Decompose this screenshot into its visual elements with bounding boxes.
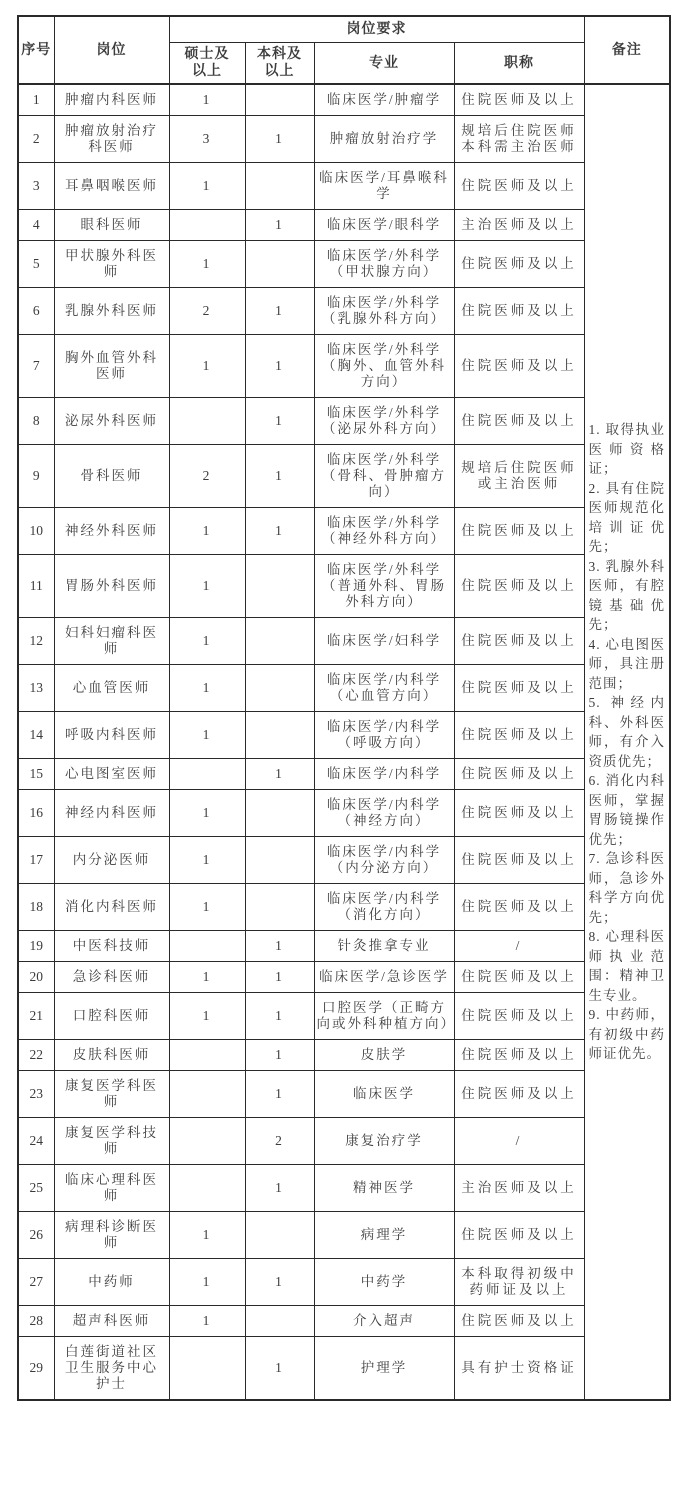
remarks-item: 5. 神经内科、外科医师，有介入资质优先；: [588, 695, 665, 769]
cell-seq: 5: [18, 241, 54, 288]
remarks-item: 4. 心电图医师，具注册范围；: [588, 636, 665, 691]
cell-title: /: [454, 1118, 584, 1165]
cell-seq: 20: [18, 962, 54, 993]
cell-title: 主治医师及以上: [454, 210, 584, 241]
cell-bachelor: 1: [245, 1337, 314, 1401]
table-row: [18, 1306, 670, 1337]
cell-title: 住院医师及以上: [454, 884, 584, 931]
cell-major: 临床医学/内科学（呼吸方向）: [314, 712, 454, 759]
cell-major: 精神医学: [314, 1165, 454, 1212]
remarks-item: 3. 乳腺外科医师，有腔镜基础优先；: [588, 558, 665, 633]
cell-bachelor: [245, 555, 314, 618]
cell-major: 临床医学/外科学（神经外科方向）: [314, 508, 454, 555]
table-row: [18, 1259, 670, 1306]
table-row: [18, 163, 670, 210]
col-header-bachelor: 本科及以上: [245, 43, 314, 85]
table-row: [18, 288, 670, 335]
cell-seq: 9: [18, 445, 54, 508]
cell-master: 1: [169, 1212, 245, 1259]
cell-major: 临床医学/内科学（神经方向）: [314, 790, 454, 837]
cell-seq: 3: [18, 163, 54, 210]
remarks-item: 9. 中药师，有初级中药师证优先。: [588, 1007, 665, 1062]
recruitment-table: [17, 15, 671, 1401]
cell-major: 针灸推拿专业: [314, 931, 454, 962]
cell-master: 1: [169, 1259, 245, 1306]
table-row: [18, 1212, 670, 1259]
cell-seq: 21: [18, 993, 54, 1040]
table-row: [18, 84, 670, 116]
cell-seq: 15: [18, 759, 54, 790]
cell-master: 2: [169, 288, 245, 335]
cell-bachelor: [245, 884, 314, 931]
cell-bachelor: 1: [245, 445, 314, 508]
cell-seq: 10: [18, 508, 54, 555]
cell-bachelor: 1: [245, 116, 314, 163]
cell-major: 临床医学/妇科学: [314, 618, 454, 665]
cell-seq: 2: [18, 116, 54, 163]
cell-major: 临床医学/外科学（甲状腺方向）: [314, 241, 454, 288]
cell-master: [169, 931, 245, 962]
cell-major: 肿瘤放射治疗学: [314, 116, 454, 163]
cell-master: 1: [169, 993, 245, 1040]
cell-master: [169, 1337, 245, 1401]
cell-title: 住院医师及以上: [454, 241, 584, 288]
cell-major: 临床医学: [314, 1071, 454, 1118]
cell-major: 中药学: [314, 1259, 454, 1306]
table-row: [18, 1337, 670, 1401]
table-row: [18, 1118, 670, 1165]
cell-seq: 4: [18, 210, 54, 241]
cell-major: 临床医学/内科学（消化方向）: [314, 884, 454, 931]
cell-major: 护理学: [314, 1337, 454, 1401]
cell-title: 住院医师及以上: [454, 618, 584, 665]
cell-position: 内分泌医师: [54, 837, 169, 884]
cell-position: 眼科医师: [54, 210, 169, 241]
cell-title: 规培后住院医师本科需主治医师: [454, 116, 584, 163]
cell-master: [169, 1118, 245, 1165]
cell-bachelor: 1: [245, 508, 314, 555]
cell-position: 耳鼻咽喉医师: [54, 163, 169, 210]
cell-bachelor: 1: [245, 210, 314, 241]
table-row: [18, 993, 670, 1040]
cell-seq: 28: [18, 1306, 54, 1337]
table-row: [18, 962, 670, 993]
table-row: [18, 335, 670, 398]
cell-bachelor: [245, 665, 314, 712]
cell-major: 临床医学/内科学（内分泌方向）: [314, 837, 454, 884]
cell-seq: 14: [18, 712, 54, 759]
cell-position: 皮肤科医师: [54, 1040, 169, 1071]
cell-major: 临床医学/外科学（普通外科、胃肠外科方向）: [314, 555, 454, 618]
table-row: [18, 241, 670, 288]
cell-major: 皮肤学: [314, 1040, 454, 1071]
cell-title: 住院医师及以上: [454, 84, 584, 116]
cell-seq: 11: [18, 555, 54, 618]
table-row: [18, 790, 670, 837]
cell-seq: 1: [18, 84, 54, 116]
remarks-item: 1. 取得执业医师资格证；: [588, 422, 665, 477]
cell-title: 住院医师及以上: [454, 163, 584, 210]
cell-master: [169, 210, 245, 241]
cell-position: 康复医学科医师: [54, 1071, 169, 1118]
cell-title: 住院医师及以上: [454, 288, 584, 335]
cell-seq: 18: [18, 884, 54, 931]
cell-major: 临床医学/眼科学: [314, 210, 454, 241]
cell-bachelor: 1: [245, 1165, 314, 1212]
header-row-top: [18, 16, 670, 43]
cell-seq: 8: [18, 398, 54, 445]
table-row: [18, 398, 670, 445]
cell-major: 临床医学/外科学（乳腺外科方向）: [314, 288, 454, 335]
cell-bachelor: [245, 837, 314, 884]
cell-title: 住院医师及以上: [454, 712, 584, 759]
cell-major: 临床医学/内科学: [314, 759, 454, 790]
cell-bachelor: 1: [245, 962, 314, 993]
cell-master: 1: [169, 335, 245, 398]
cell-position: 呼吸内科医师: [54, 712, 169, 759]
table-row: [18, 555, 670, 618]
cell-major: 介入超声: [314, 1306, 454, 1337]
table-row: [18, 508, 670, 555]
table-row: [18, 665, 670, 712]
cell-position: 肿瘤放射治疗科医师: [54, 116, 169, 163]
table-row: [18, 931, 670, 962]
table-header: [18, 16, 670, 84]
table-row: [18, 210, 670, 241]
cell-bachelor: 1: [245, 398, 314, 445]
cell-seq: 26: [18, 1212, 54, 1259]
cell-master: 1: [169, 163, 245, 210]
cell-major: 临床医学/外科学（骨科、骨肿瘤方向）: [314, 445, 454, 508]
cell-position: 超声科医师: [54, 1306, 169, 1337]
cell-bachelor: 1: [245, 759, 314, 790]
cell-bachelor: 1: [245, 1071, 314, 1118]
table-row: [18, 884, 670, 931]
cell-position: 胸外血管外科医师: [54, 335, 169, 398]
cell-title: 规培后住院医师或主治医师: [454, 445, 584, 508]
cell-seq: 27: [18, 1259, 54, 1306]
cell-seq: 6: [18, 288, 54, 335]
cell-title: 住院医师及以上: [454, 790, 584, 837]
remarks-cell: [584, 84, 670, 1400]
remarks-item: 7. 急诊科医师，急诊外科学方向优先；: [588, 851, 665, 925]
cell-bachelor: 1: [245, 931, 314, 962]
cell-seq: 22: [18, 1040, 54, 1071]
cell-master: 1: [169, 790, 245, 837]
cell-title: 住院医师及以上: [454, 837, 584, 884]
cell-position: 妇科妇瘤科医师: [54, 618, 169, 665]
cell-title: 住院医师及以上: [454, 1040, 584, 1071]
cell-title: 主治医师及以上: [454, 1165, 584, 1212]
cell-title: 住院医师及以上: [454, 665, 584, 712]
cell-major: 临床医学/内科学（心血管方向）: [314, 665, 454, 712]
cell-title: 住院医师及以上: [454, 759, 584, 790]
cell-major: 临床医学/外科学（泌尿外科方向）: [314, 398, 454, 445]
cell-position: 神经内科医师: [54, 790, 169, 837]
cell-title: 住院医师及以上: [454, 993, 584, 1040]
cell-master: 1: [169, 618, 245, 665]
remarks-item: 6. 消化内科医师，掌握胃肠镜操作优先；: [588, 773, 665, 847]
cell-title: 住院医师及以上: [454, 555, 584, 618]
remarks-item: 8. 心理科医师执业范围：精神卫生专业。: [588, 929, 665, 1003]
cell-position: 心电图室医师: [54, 759, 169, 790]
cell-master: [169, 1071, 245, 1118]
cell-title: 住院医师及以上: [454, 1212, 584, 1259]
col-header-remarks: 备注: [584, 16, 670, 84]
cell-bachelor: [245, 1212, 314, 1259]
cell-position: 甲状腺外科医师: [54, 241, 169, 288]
table-row: [18, 1071, 670, 1118]
col-header-seq: 序号: [18, 16, 54, 84]
cell-major: 临床医学/外科学（胸外、血管外科方向）: [314, 335, 454, 398]
cell-bachelor: [245, 1306, 314, 1337]
cell-position: 神经外科医师: [54, 508, 169, 555]
cell-master: [169, 1040, 245, 1071]
cell-bachelor: 1: [245, 1040, 314, 1071]
col-header-major: 专业: [314, 43, 454, 85]
cell-position: 骨科医师: [54, 445, 169, 508]
cell-major: 临床医学/肿瘤学: [314, 84, 454, 116]
cell-master: 1: [169, 508, 245, 555]
cell-master: 1: [169, 1306, 245, 1337]
cell-title: 住院医师及以上: [454, 398, 584, 445]
cell-master: 2: [169, 445, 245, 508]
cell-major: 临床医学/耳鼻喉科学: [314, 163, 454, 210]
cell-bachelor: [245, 618, 314, 665]
cell-bachelor: [245, 84, 314, 116]
col-header-position: 岗位: [54, 16, 169, 84]
cell-master: 1: [169, 241, 245, 288]
cell-major: 病理学: [314, 1212, 454, 1259]
cell-title: /: [454, 931, 584, 962]
table-row: [18, 1040, 670, 1071]
cell-seq: 23: [18, 1071, 54, 1118]
cell-master: 1: [169, 84, 245, 116]
cell-master: 1: [169, 962, 245, 993]
table-row: [18, 1165, 670, 1212]
cell-master: [169, 759, 245, 790]
cell-position: 中药师: [54, 1259, 169, 1306]
cell-title: 本科取得初级中药师证及以上: [454, 1259, 584, 1306]
cell-master: 1: [169, 665, 245, 712]
cell-seq: 24: [18, 1118, 54, 1165]
cell-position: 白莲街道社区卫生服务中心护士: [54, 1337, 169, 1401]
cell-bachelor: 1: [245, 993, 314, 1040]
cell-master: 1: [169, 837, 245, 884]
cell-master: [169, 398, 245, 445]
cell-bachelor: 1: [245, 1259, 314, 1306]
cell-seq: 16: [18, 790, 54, 837]
cell-seq: 12: [18, 618, 54, 665]
cell-position: 肿瘤内科医师: [54, 84, 169, 116]
cell-seq: 29: [18, 1337, 54, 1401]
cell-position: 乳腺外科医师: [54, 288, 169, 335]
cell-position: 心血管医师: [54, 665, 169, 712]
table-row: [18, 116, 670, 163]
cell-seq: 25: [18, 1165, 54, 1212]
cell-bachelor: [245, 790, 314, 837]
cell-bachelor: 2: [245, 1118, 314, 1165]
cell-bachelor: [245, 241, 314, 288]
cell-title: 住院医师及以上: [454, 335, 584, 398]
cell-seq: 19: [18, 931, 54, 962]
col-header-master: 硕士及以上: [169, 43, 245, 85]
table-row: [18, 712, 670, 759]
cell-master: [169, 1165, 245, 1212]
cell-position: 急诊科医师: [54, 962, 169, 993]
cell-title: 住院医师及以上: [454, 962, 584, 993]
cell-position: 消化内科医师: [54, 884, 169, 931]
cell-bachelor: 1: [245, 335, 314, 398]
cell-title: 住院医师及以上: [454, 508, 584, 555]
col-header-requirements: 岗位要求: [169, 16, 584, 43]
cell-title: 住院医师及以上: [454, 1071, 584, 1118]
cell-major: 康复治疗学: [314, 1118, 454, 1165]
cell-position: 胃肠外科医师: [54, 555, 169, 618]
table-row: [18, 837, 670, 884]
cell-position: 病理科诊断医师: [54, 1212, 169, 1259]
cell-seq: 7: [18, 335, 54, 398]
cell-master: 1: [169, 712, 245, 759]
table-body: [18, 84, 670, 1400]
cell-seq: 13: [18, 665, 54, 712]
cell-major: 口腔医学（正畸方向或外科种植方向）: [314, 993, 454, 1040]
cell-title: 具有护士资格证: [454, 1337, 584, 1401]
cell-bachelor: 1: [245, 288, 314, 335]
cell-position: 泌尿外科医师: [54, 398, 169, 445]
table-row: [18, 445, 670, 508]
cell-master: 3: [169, 116, 245, 163]
cell-master: 1: [169, 555, 245, 618]
remarks-item: 2. 具有住院医师规范化培训证优先；: [588, 480, 665, 555]
cell-bachelor: [245, 163, 314, 210]
cell-bachelor: [245, 712, 314, 759]
cell-major: 临床医学/急诊医学: [314, 962, 454, 993]
cell-master: 1: [169, 884, 245, 931]
table-row: [18, 759, 670, 790]
cell-title: 住院医师及以上: [454, 1306, 584, 1337]
col-header-title: 职称: [454, 43, 584, 85]
cell-position: 中医科技师: [54, 931, 169, 962]
cell-position: 康复医学科技师: [54, 1118, 169, 1165]
cell-position: 临床心理科医师: [54, 1165, 169, 1212]
cell-position: 口腔科医师: [54, 993, 169, 1040]
table-row: [18, 618, 670, 665]
cell-seq: 17: [18, 837, 54, 884]
